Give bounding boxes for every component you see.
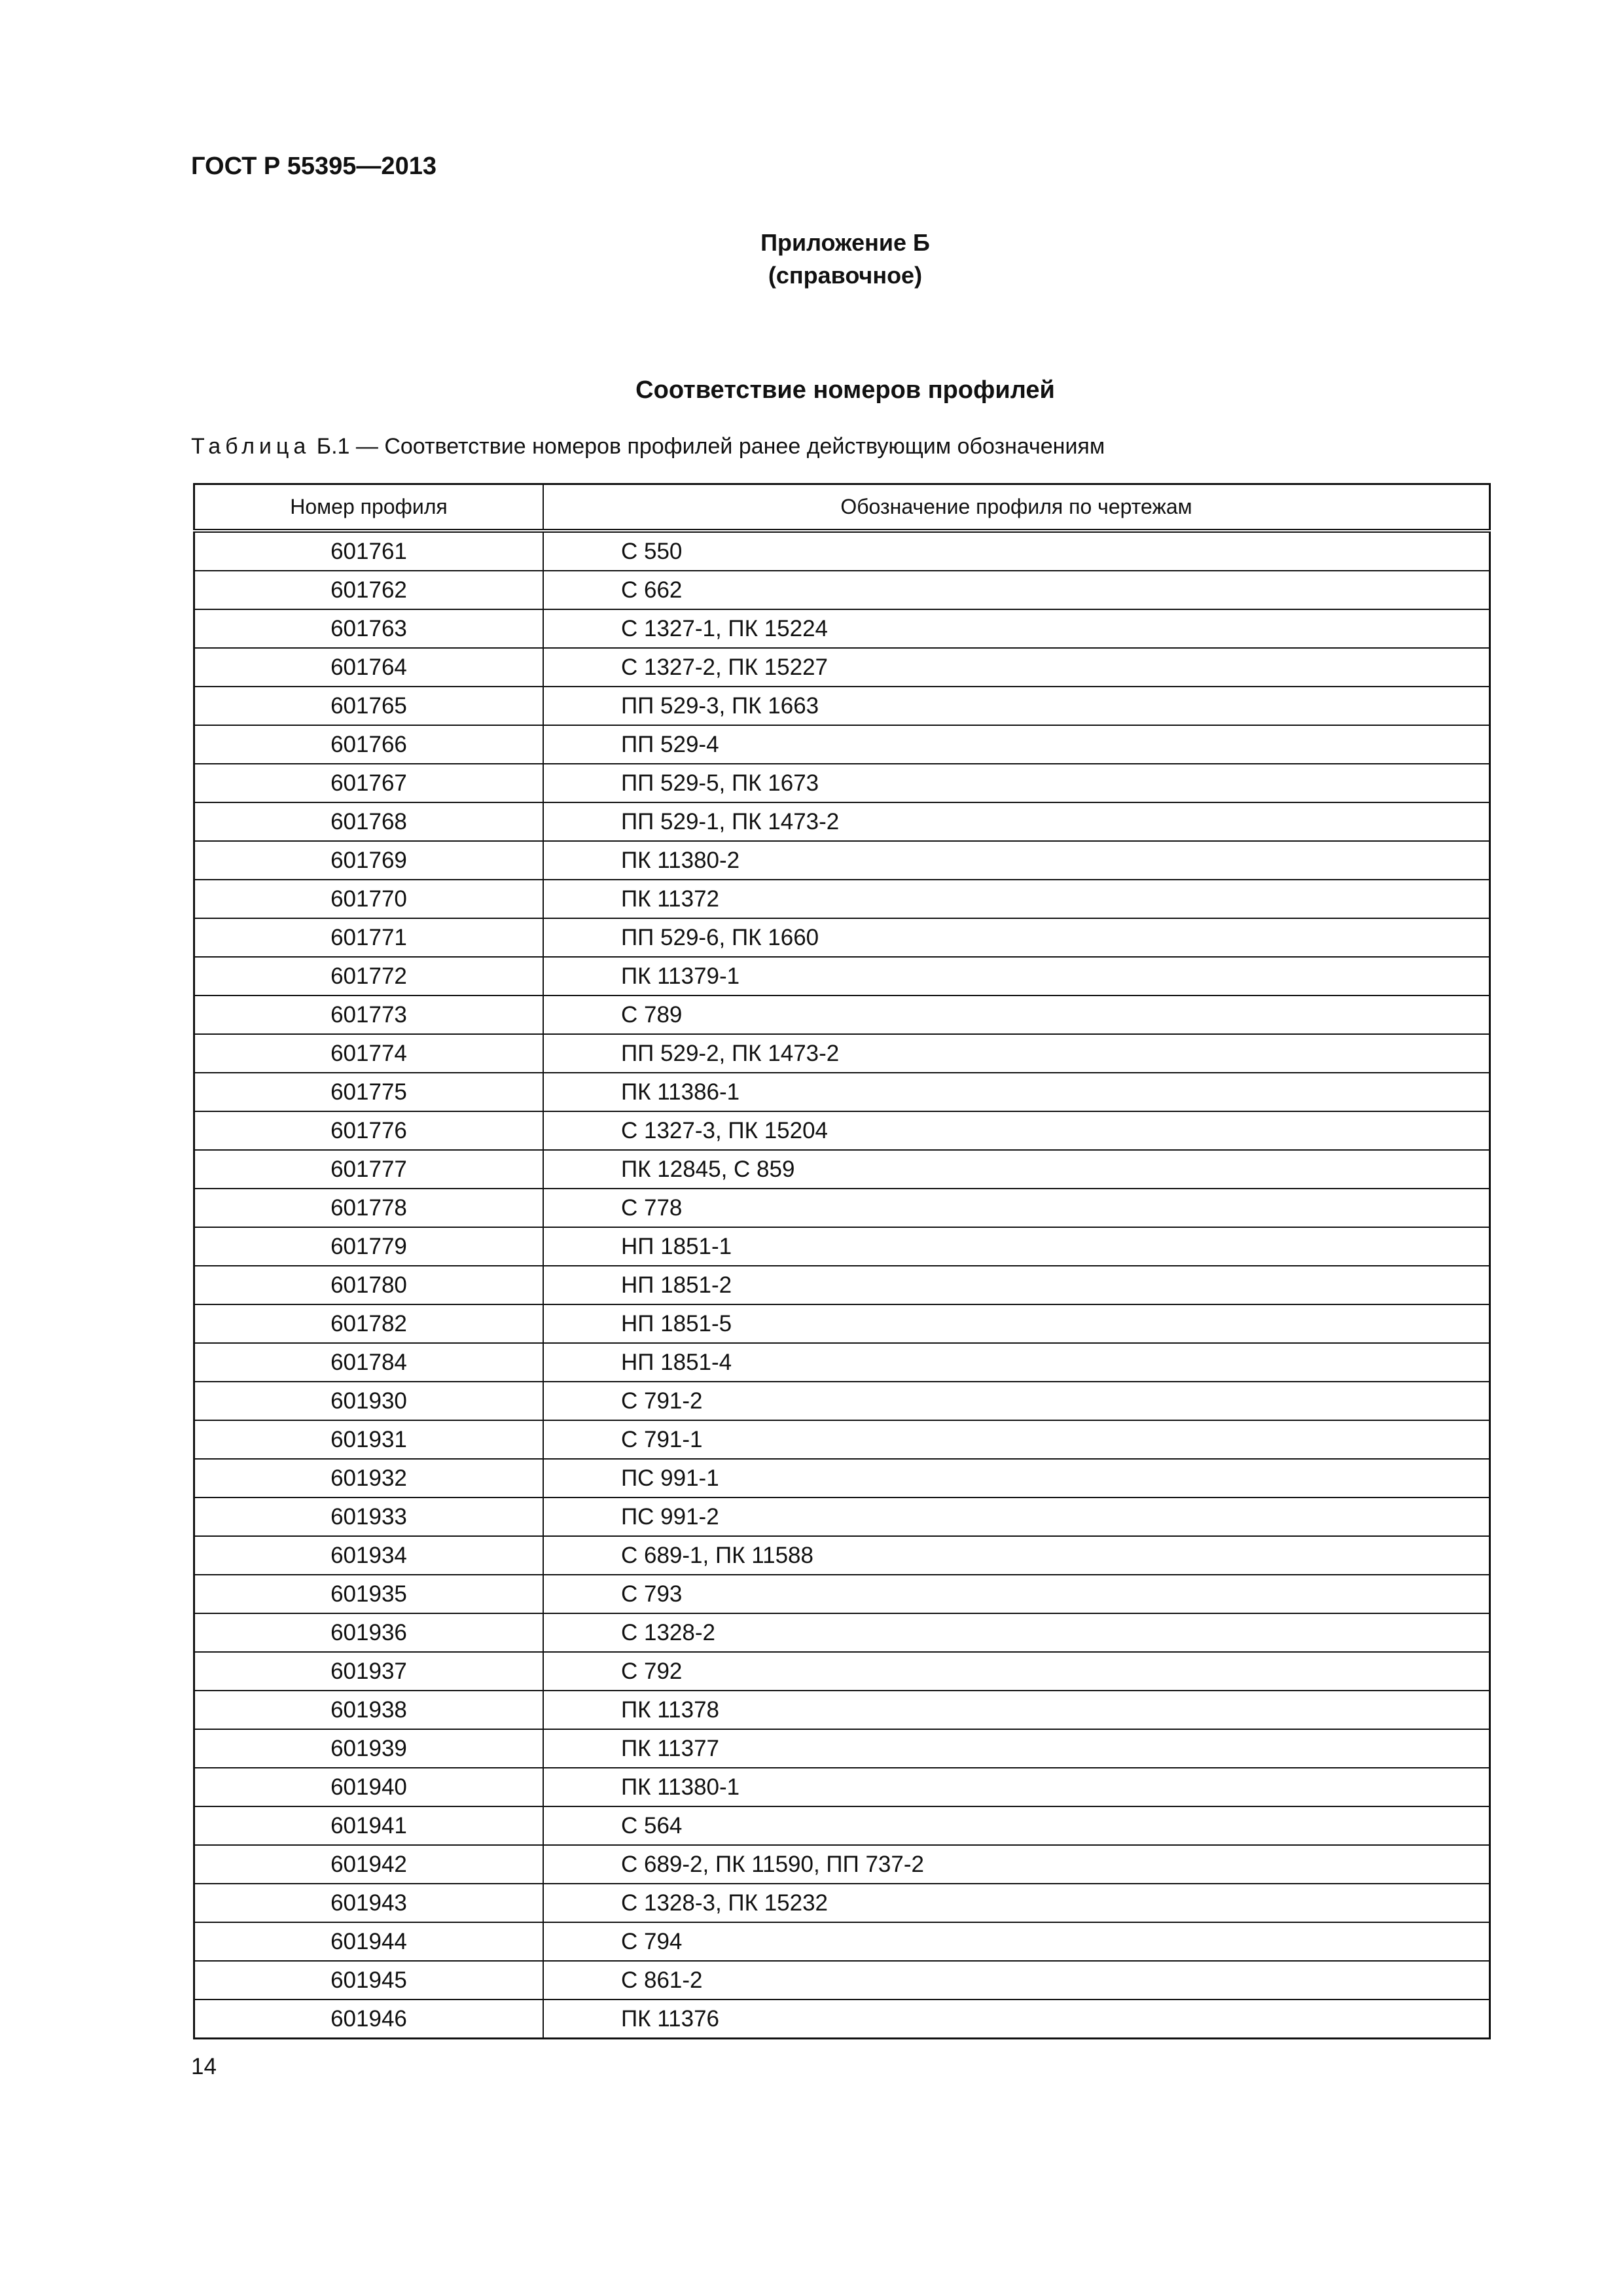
profile-number-cell: 601771 [194, 918, 544, 957]
profile-number-cell: 601767 [194, 764, 544, 802]
profile-number-cell: 601946 [194, 2000, 544, 2039]
profile-designation-cell: ПК 11386-1 [543, 1073, 1490, 1111]
table-row [194, 1768, 1490, 1806]
profile-number-cell: 601764 [194, 648, 544, 687]
table-row [194, 1266, 1490, 1304]
table-row [194, 725, 1490, 764]
profile-designation-cell: НП 1851-2 [543, 1266, 1490, 1304]
profile-number-cell: 601778 [194, 1189, 544, 1227]
table-row [194, 1382, 1490, 1420]
appendix-heading [0, 226, 1623, 292]
table-caption-text: Б.1 — Соответствие номеров профилей ранее действующим обозначениям [310, 434, 1105, 459]
profile-number-cell: 601761 [194, 531, 544, 571]
table-row [194, 841, 1490, 880]
profile-designation-cell: С 793 [543, 1575, 1490, 1613]
profile-number-cell: 601943 [194, 1884, 544, 1922]
profile-number-cell: 601775 [194, 1073, 544, 1111]
profile-designation-cell: С 794 [543, 1922, 1490, 1961]
section-title: Соответствие номеров профилей [635, 376, 1055, 404]
profile-designation-cell: ПП 529-4 [543, 725, 1490, 764]
table-row [194, 918, 1490, 957]
profile-designation-cell: ПП 529-6, ПК 1660 [543, 918, 1490, 957]
profile-number-cell: 601777 [194, 1150, 544, 1189]
table-row [194, 1884, 1490, 1922]
profile-designation-cell: ПК 11380-2 [543, 841, 1490, 880]
profile-number-cell: 601934 [194, 1536, 544, 1575]
profile-designation-cell: ПК 11372 [543, 880, 1490, 918]
profile-designation-cell: С 564 [543, 1806, 1490, 1845]
table-row [194, 687, 1490, 725]
table-row [194, 996, 1490, 1034]
table-row [194, 1304, 1490, 1343]
profile-designation-cell: ПК 11377 [543, 1729, 1490, 1768]
profile-designation-cell: ПП 529-1, ПК 1473-2 [543, 802, 1490, 841]
appendix-kind: (справочное) [768, 262, 923, 289]
column-header-profile-number: Номер профиля [194, 484, 544, 531]
profile-number-cell: 601772 [194, 957, 544, 996]
table-row [194, 957, 1490, 996]
profile-designation-cell: С 662 [543, 571, 1490, 609]
profile-number-cell: 601782 [194, 1304, 544, 1343]
profile-designation-cell: С 550 [543, 531, 1490, 571]
profile-number-cell: 601773 [194, 996, 544, 1034]
profile-designation-cell: С 778 [543, 1189, 1490, 1227]
profile-number-cell: 601780 [194, 1266, 544, 1304]
profile-number-cell: 601944 [194, 1922, 544, 1961]
profile-designation-cell: ПК 11380-1 [543, 1768, 1490, 1806]
profile-number-cell: 601769 [194, 841, 544, 880]
profile-designation-cell: С 792 [543, 1652, 1490, 1691]
table-row [194, 802, 1490, 841]
profile-designation-cell: ПК 11378 [543, 1691, 1490, 1729]
table-row [194, 764, 1490, 802]
profile-number-cell: 601774 [194, 1034, 544, 1073]
table-row [194, 1034, 1490, 1073]
profile-designation-cell: ПС 991-2 [543, 1498, 1490, 1536]
profile-number-cell: 601776 [194, 1111, 544, 1150]
profile-number-cell: 601938 [194, 1691, 544, 1729]
profile-designation-cell: С 1327-2, ПК 15227 [543, 648, 1490, 687]
table-row [194, 571, 1490, 609]
table-row [194, 880, 1490, 918]
profile-number-cell: 601766 [194, 725, 544, 764]
profile-designation-cell: ПС 991-1 [543, 1459, 1490, 1498]
profile-designation-cell: С 791-1 [543, 1420, 1490, 1459]
table-row [194, 1961, 1490, 2000]
table-row [194, 1691, 1490, 1729]
page-number: 14 [191, 2054, 217, 2079]
table-row [194, 648, 1490, 687]
table-row [194, 1575, 1490, 1613]
table-row [194, 1613, 1490, 1652]
table-row [194, 531, 1490, 571]
table-caption-label: Таблица [191, 434, 311, 459]
profile-number-cell: 601937 [194, 1652, 544, 1691]
profile-number-cell: 601779 [194, 1227, 544, 1266]
profile-number-cell: 601770 [194, 880, 544, 918]
profile-number-cell: 601941 [194, 1806, 544, 1845]
table-row [194, 1459, 1490, 1498]
profile-designation-cell: С 789 [543, 996, 1490, 1034]
profile-designation-cell: С 791-2 [543, 1382, 1490, 1420]
table-row [194, 2000, 1490, 2039]
profile-number-cell: 601935 [194, 1575, 544, 1613]
profile-designation-cell: НП 1851-1 [543, 1227, 1490, 1266]
profile-number-cell: 601762 [194, 571, 544, 609]
profile-number-cell: 601765 [194, 687, 544, 725]
profile-number-cell: 601931 [194, 1420, 544, 1459]
table-row [194, 1536, 1490, 1575]
profile-designation-cell: НП 1851-4 [543, 1343, 1490, 1382]
profile-number-cell: 601939 [194, 1729, 544, 1768]
profile-designation-cell: ПК 11376 [543, 2000, 1490, 2039]
table-row [194, 1150, 1490, 1189]
profile-designation-cell: С 689-2, ПК 11590, ПП 737-2 [543, 1845, 1490, 1884]
profile-number-cell: 601932 [194, 1459, 544, 1498]
table-row [194, 1806, 1490, 1845]
profile-designation-cell: ПП 529-3, ПК 1663 [543, 687, 1490, 725]
profile-number-cell: 601942 [194, 1845, 544, 1884]
profile-designation-cell: ПК 11379-1 [543, 957, 1490, 996]
table-row [194, 1845, 1490, 1884]
profile-number-cell: 601933 [194, 1498, 544, 1536]
table-row [194, 1652, 1490, 1691]
profile-number-cell: 601930 [194, 1382, 544, 1420]
profile-designation-cell: ПП 529-2, ПК 1473-2 [543, 1034, 1490, 1073]
appendix-title: Приложение Б [760, 229, 930, 256]
profile-number-cell: 601936 [194, 1613, 544, 1652]
table-body [194, 531, 1490, 2039]
profile-number-cell: 601763 [194, 609, 544, 648]
profile-designation-cell: С 1327-1, ПК 15224 [543, 609, 1490, 648]
profile-designation-cell: С 1328-3, ПК 15232 [543, 1884, 1490, 1922]
profile-designation-cell: С 1327-3, ПК 15204 [543, 1111, 1490, 1150]
column-header-designation: Обозначение профиля по чертежам [543, 484, 1490, 531]
profile-designation-cell: ПП 529-5, ПК 1673 [543, 764, 1490, 802]
table-row [194, 609, 1490, 648]
profile-designation-cell: НП 1851-5 [543, 1304, 1490, 1343]
profile-designation-cell: С 1328-2 [543, 1613, 1490, 1652]
standard-id: ГОСТ Р 55395—2013 [191, 152, 437, 180]
table-row [194, 1922, 1490, 1961]
profile-number-cell: 601784 [194, 1343, 544, 1382]
table-row [194, 1111, 1490, 1150]
profile-designation-cell: ПК 12845, С 859 [543, 1150, 1490, 1189]
profile-number-cell: 601768 [194, 802, 544, 841]
table-row [194, 1729, 1490, 1768]
profile-number-cell: 601940 [194, 1768, 544, 1806]
table-row [194, 1343, 1490, 1382]
profile-number-cell: 601945 [194, 1961, 544, 2000]
table-row [194, 1073, 1490, 1111]
table-row [194, 1189, 1490, 1227]
table-row [194, 1420, 1490, 1459]
table-row [194, 1498, 1490, 1536]
profiles-table [193, 483, 1491, 2039]
table-caption [191, 432, 1105, 461]
profile-designation-cell: С 861-2 [543, 1961, 1490, 2000]
table-row [194, 1227, 1490, 1266]
profile-designation-cell: С 689-1, ПК 11588 [543, 1536, 1490, 1575]
table-header-row [194, 484, 1490, 531]
